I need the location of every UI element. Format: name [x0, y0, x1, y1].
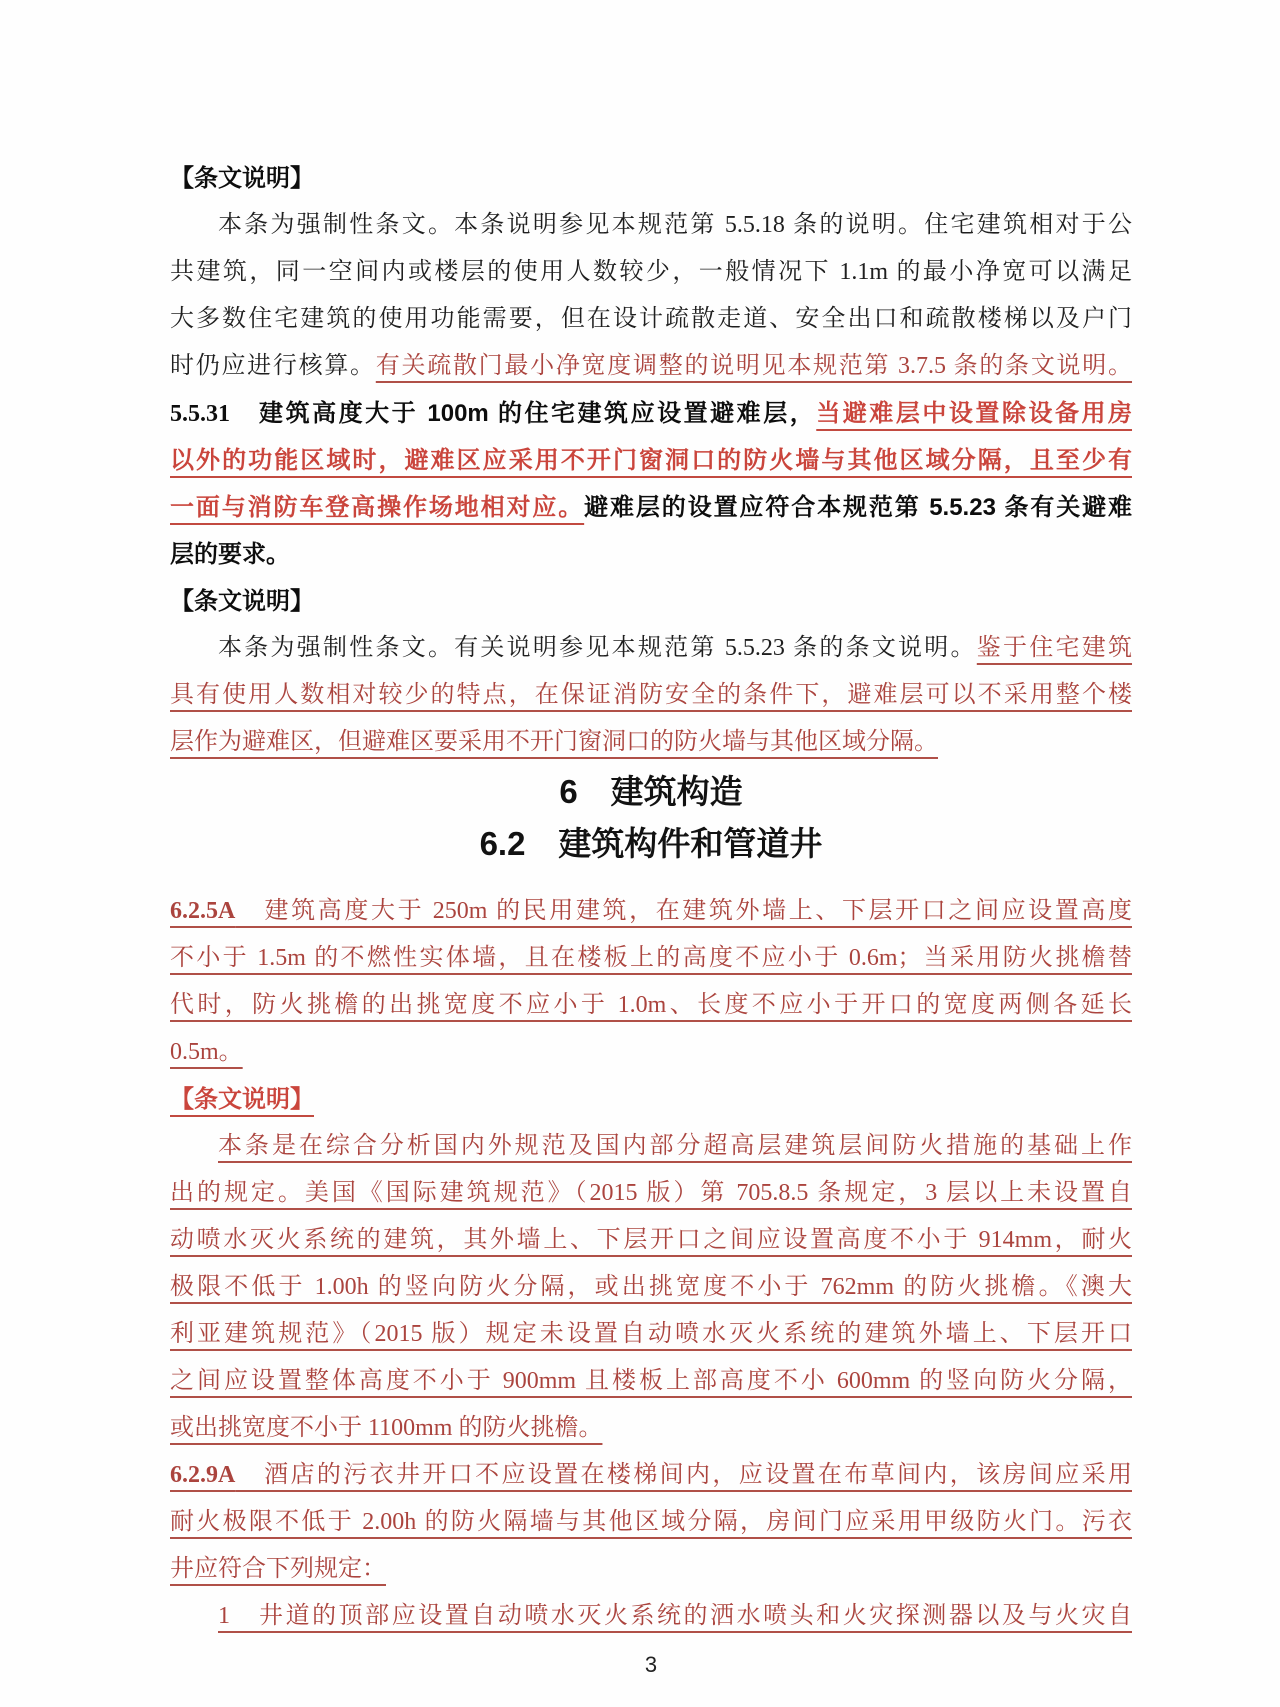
text-segment: 层作为避难区，但避难区要采用不开门窗洞口的防火墙与其他区域分隔。 — [170, 729, 938, 755]
text-line — [170, 390, 1132, 437]
text-line — [170, 888, 1132, 935]
text-segment: 6.2.5A — [170, 898, 236, 924]
text-line — [170, 343, 1132, 390]
text-segment: 极限不低于 1.00h 的竖向防火分隔，或出挑宽度不小于 762mm 的防火挑檐。《澳大 — [170, 1274, 1132, 1300]
text-segment: 【条文说明】 — [170, 165, 314, 192]
text-line — [170, 202, 1132, 249]
section-heading — [170, 766, 1132, 818]
section-heading — [170, 818, 1132, 870]
text-segment: 酒店的污衣井开口不应设置在楼梯间内，应设置在布草间内，该房间应采用 — [235, 1462, 1132, 1488]
text-segment: 利亚建筑规范》（2015 版）规定未设置自动喷水灭火系统的建筑外墙上、下层开口 — [170, 1321, 1132, 1347]
text-segment: 【条文说明】 — [170, 588, 314, 615]
text-line — [170, 982, 1132, 1029]
text-segment: 出的规定。美国《国际建筑规范》（2015 版）第 705.8.5 条规定，3 层以上未设置自 — [170, 1180, 1132, 1206]
text-segment: 共建筑，同一空间内或楼层的使用人数较少，一般情况下 1.1m 的最小净宽可以满足 — [170, 259, 1132, 285]
text-segment: 【条文说明】 — [170, 1086, 314, 1113]
text-line — [170, 1405, 1132, 1452]
text-line — [170, 1499, 1132, 1546]
text-line — [170, 935, 1132, 982]
text-segment: 本条为强制性条文。本条说明参见本规范第 5.5.18 条的说明。住宅建筑相对于公 — [218, 212, 1132, 238]
text-line — [170, 1358, 1132, 1405]
text-segment: 井应符合下列规定： — [170, 1556, 386, 1582]
text-line — [170, 1452, 1132, 1499]
text-line — [170, 1076, 1132, 1123]
text-segment: 1 井道的顶部应设置自动喷水灭火系统的洒水喷头和火灾探测器以及与火灾自 — [218, 1603, 1132, 1629]
text-segment: 时仍应进行核算。 — [170, 353, 376, 379]
text-segment: 鉴于住宅建筑 — [976, 635, 1133, 661]
text-segment: 动喷水灭火系统的建筑，其外墙上、下层开口之间应设置高度不小于 914mm，耐火 — [170, 1227, 1132, 1253]
text-segment: 以外的功能区域时，避难区应采用不开门窗洞口的防火墙与其他区域分隔，且至少有 — [170, 447, 1132, 474]
text-segment: 避难层的设置应符合本规范第 5.5.23 条有关避难 — [584, 494, 1133, 521]
text-segment: 6.2 建筑构件和管道井 — [479, 825, 823, 862]
text-line — [170, 1264, 1132, 1311]
text-line — [170, 1029, 1132, 1076]
text-line — [170, 155, 1132, 202]
text-line — [170, 249, 1132, 296]
text-segment: 不小于 1.5m 的不燃性实体墙，且在楼板上的高度不应小于 0.6m；当采用防火挑檐替 — [170, 945, 1132, 971]
text-segment: 本条为强制性条文。有关说明参见本规范第 5.5.23 条的条文说明。 — [218, 635, 977, 661]
text-segment: 层的要求。 — [170, 541, 290, 568]
text-segment: 代时，防火挑檐的出挑宽度不应小于 1.0m、长度不应小于开口的宽度两侧各延长 — [170, 992, 1132, 1018]
text-line — [170, 1593, 1132, 1640]
document-content — [170, 155, 1132, 1678]
text-segment: 0.5m。 — [170, 1039, 243, 1065]
text-line — [170, 719, 1132, 766]
text-segment: 大多数住宅建筑的使用功能需要，但在设计疏散走道、安全出口和疏散楼梯以及户门 — [170, 306, 1132, 332]
text-segment: 具有使用人数相对较少的特点，在保证消防安全的条件下，避难层可以不采用整个楼 — [170, 682, 1132, 708]
text-segment: 一面与消防车登高操作场地相对应。 — [170, 494, 585, 521]
text-line — [170, 578, 1132, 625]
text-line — [170, 296, 1132, 343]
text-segment: 建筑高度大于 250m 的民用建筑，在建筑外墙上、下层开口之间应设置高度 — [235, 898, 1132, 924]
text-line — [170, 625, 1132, 672]
text-segment: 有关疏散门最小净宽度调整的说明见本规范第 3.7.5 条的条文说明。 — [375, 353, 1133, 379]
text-line — [170, 1123, 1132, 1170]
text-segment: 当避难层中设置除设备用房 — [816, 400, 1133, 427]
text-segment: 6.2.9A — [170, 1462, 236, 1488]
text-line — [170, 1311, 1132, 1358]
text-line — [170, 1546, 1132, 1593]
text-segment: 耐火极限不低于 2.00h 的防火隔墙与其他区域分隔，房间门应采用甲级防火门。污衣 — [170, 1509, 1132, 1535]
text-line — [170, 1217, 1132, 1264]
text-line — [170, 672, 1132, 719]
text-segment: 本条是在综合分析国内外规范及国内部分超高层建筑层间防火措施的基础上作 — [218, 1133, 1132, 1159]
text-line — [170, 437, 1132, 484]
text-segment: 建筑高度大于 100m 的住宅建筑应设置避难层， — [230, 400, 817, 427]
text-line — [170, 531, 1132, 578]
page-number: 3 — [644, 1652, 658, 1677]
text-line — [170, 1170, 1132, 1217]
text-segment: 之间应设置整体高度不小于 900mm 且楼板上部高度不小 600mm 的竖向防火分隔， — [170, 1368, 1132, 1394]
text-line — [170, 484, 1132, 531]
text-segment: 6 建筑构造 — [559, 773, 743, 810]
text-segment: 5.5.31 — [170, 401, 230, 427]
text-segment: 或出挑宽度不小于 1100mm 的防火挑檐。 — [170, 1415, 603, 1441]
